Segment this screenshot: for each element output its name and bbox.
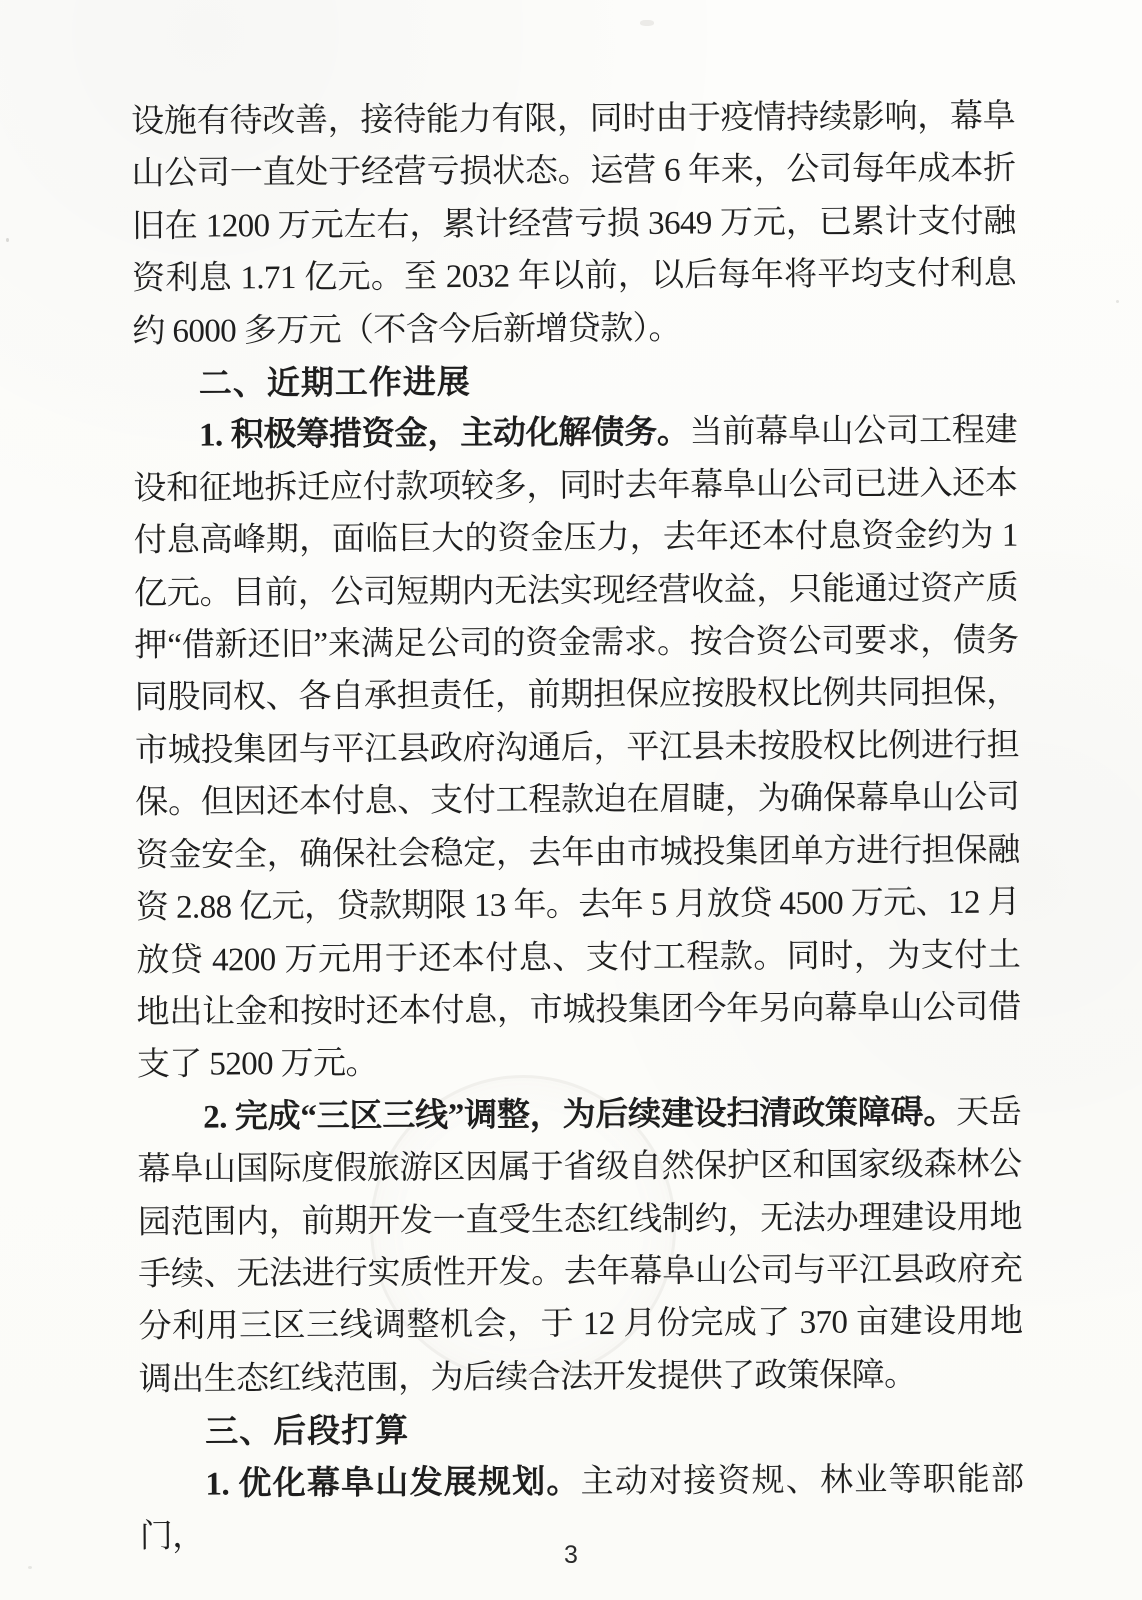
- paragraph-lead: 1. 优化幕阜山发展规划。: [205, 1463, 581, 1503]
- paragraph-lead: 2. 完成“三区三线”调整，为后续建设扫清政策障碍。: [203, 1094, 957, 1136]
- paragraph: 1. 积极筹措资金，主动化解债务。当前幕阜山公司工程建设和征地拆迁应付款项较多，同时去年幕阜山公司已进入还本付息高峰期，面临巨大的资金压力，去年还本付息资金约为 1 亿元。目前，公司短期内无法实现经营收益，只能通过资产质押“借新还旧”来满足公司的资金需求。按合资公司要求，债务同股同权、各自承担责任，前期担保应按股权比例共同担保，市城投集团与平江县政府沟通后，平江县未按股权比例进行担保。但因还本付息、支付工程款迫在眉睫，为确保幕阜山公司资金安全，确保社会稳定，去年由市城投集团单方进行担保融资 2.88 亿元，贷款期限 13 年。去年 5 月放贷 4500 万元、12 月放贷 4200 万元用于还本付息、支付工程款。同时，为支付土地出让金和按时还本付息，市城投集团今年另向幕阜山公司借支了 5200 万元。: [133, 413, 1021, 1084]
- paragraph: 2. 完成“三区三线”调整，为后续建设扫清政策障碍。天岳幕阜山国际度假旅游区因属于省级自然保护区和国家级森林公园范围内，前期开发一直受生态红线制约，无法办理建设用地手续、无法进行实质性开发。去年幕阜山公司与平江县政府充分利用三区三线调整机会，于 12 月份完成了 370 亩建设用地调出生态红线范围，为后续合法开发提供了政策保障。: [137, 1094, 1023, 1398]
- document-body: [131, 91, 1024, 1564]
- page-number: 3: [564, 1541, 578, 1569]
- section-heading: 三、后段打算: [205, 1411, 410, 1450]
- paragraph: 设施有待改善，接待能力有限，同时由于疫情持续影响，幕阜山公司一直处于经营亏损状态。运营 6 年来，公司每年成本折旧在 1200 万元左右，累计经营亏损 3649 万元，已累计支付融资利息 1.71 亿元。至 2032 年以前，以后每年将平均支付利息约 6000 多万元（不含今后新增贷款）。: [131, 98, 1017, 350]
- scan-speck: [1116, 300, 1119, 303]
- section-heading: 二、近期工作进展: [198, 362, 471, 402]
- scan-smudge: [640, 20, 654, 26]
- paragraph: 1. 优化幕阜山发展规划。主动对接资规、林业等职能部门，: [139, 1461, 1024, 1555]
- scan-speck: [6, 238, 9, 242]
- paragraph-lead: 1. 积极筹措资金，主动化解债务。: [198, 415, 690, 455]
